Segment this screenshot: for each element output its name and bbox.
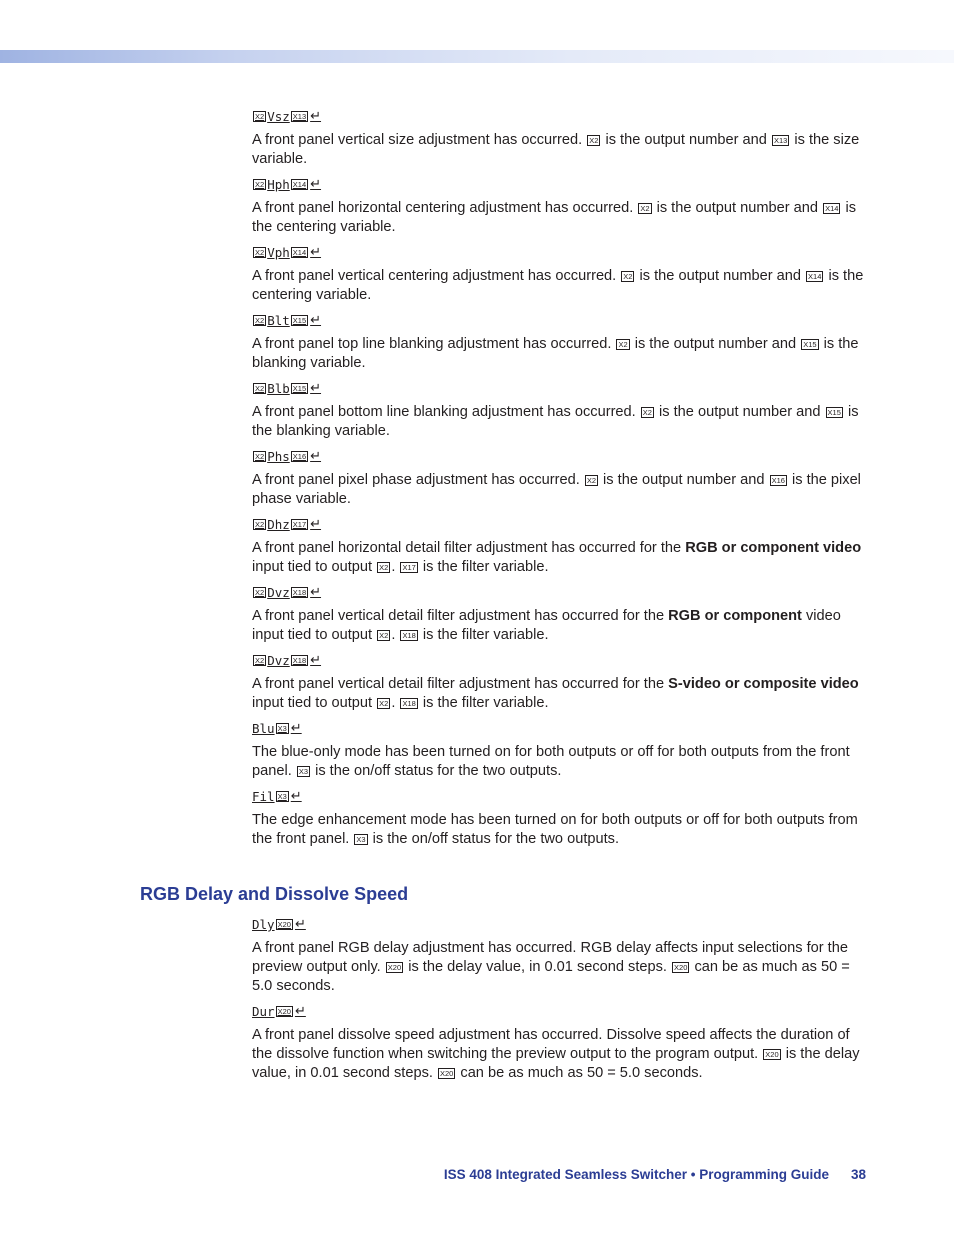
variable-box: X2 <box>255 248 265 257</box>
return-icon: ↵ <box>310 313 322 328</box>
command-response <box>252 720 872 737</box>
variable-box: X3 <box>298 767 309 776</box>
variable-box: X14 <box>825 204 839 213</box>
command-response <box>252 380 872 397</box>
command-code: Dvz <box>267 653 290 668</box>
variable-box: X2 <box>255 520 265 529</box>
response-list <box>252 108 872 849</box>
command-response <box>252 652 872 669</box>
command-code: Hph <box>267 177 290 192</box>
variable-box: X2 <box>255 588 265 597</box>
command-code: Dur <box>252 1004 275 1019</box>
command-response <box>252 448 872 465</box>
command-response <box>252 244 872 261</box>
variable-box: X18 <box>402 699 416 708</box>
description: A front panel vertical detail filter adjustment has occurred for the S-video or composite video input tied to output X2 . X18 is the filter variable. <box>252 676 859 711</box>
variable-box: X15 <box>803 340 817 349</box>
return-icon: ↵ <box>290 789 302 804</box>
command-response <box>252 176 872 193</box>
variable-box: X2 <box>255 384 265 393</box>
variable-box: X2 <box>589 136 599 145</box>
description: A front panel bottom line blanking adjustment has occurred. X2 is the output number and X15 is the blanking variable. <box>252 404 859 439</box>
variable-box: X2 <box>379 699 389 708</box>
command-code: Blt <box>267 313 290 328</box>
description: A front panel horizontal centering adjustment has occurred. X2 is the output number and X14 is the centering variable. <box>252 200 857 235</box>
variable-box: X13 <box>773 136 788 145</box>
return-icon: ↵ <box>310 109 322 124</box>
command-response <box>252 312 872 329</box>
variable-box: X2 <box>255 112 265 121</box>
variable-box: X2 <box>255 316 265 325</box>
variable-box: X20 <box>765 1050 779 1059</box>
return-icon: ↵ <box>294 1004 306 1019</box>
variable-box: X3 <box>277 792 287 801</box>
return-icon: ↵ <box>294 917 306 932</box>
command-response <box>252 516 872 533</box>
command-response <box>252 108 872 125</box>
command-response <box>252 788 872 805</box>
description: A front panel vertical detail filter adjustment has occurred for the RGB or component video input tied to output X2 . X18 is the filter variable. <box>252 608 841 643</box>
description: A front panel horizontal detail filter adjustment has occurred for the RGB or component video input tied to output X2 . X17 is the filter variable. <box>252 540 862 575</box>
variable-box: X2 <box>642 408 652 417</box>
return-icon: ↵ <box>310 449 322 464</box>
variable-box: X15 <box>292 316 307 325</box>
return-icon: ↵ <box>310 517 322 532</box>
description: A front panel pixel phase adjustment has occurred. X2 is the output number and X16 is the pixel phase variable. <box>252 472 861 507</box>
command-code: Dhz <box>267 517 290 532</box>
command-code: Fil <box>252 789 275 804</box>
return-icon: ↵ <box>310 585 322 600</box>
header-gradient-bar <box>0 50 954 63</box>
variable-box: X2 <box>379 631 389 640</box>
command-code: Vsz <box>267 109 290 124</box>
variable-box: X16 <box>771 476 785 485</box>
variable-box: X3 <box>356 835 366 844</box>
command-code: Blb <box>267 381 290 396</box>
variable-box: X2 <box>640 204 650 213</box>
variable-box: X15 <box>292 384 307 393</box>
variable-box: X17 <box>292 520 307 529</box>
variable-box: X2 <box>255 452 265 461</box>
description: The edge enhancement mode has been turned on for both outputs or off for both outputs from the front panel. X3 is the on/off status for the two outputs. <box>252 812 858 847</box>
description: The blue-only mode has been turned on for both outputs or off for both outputs from the front panel. X3 is the on/off status for the two outputs. <box>252 744 850 779</box>
variable-box: X20 <box>277 920 291 929</box>
command-response <box>252 584 872 601</box>
variable-box: X17 <box>402 563 416 572</box>
variable-box: X14 <box>292 180 307 189</box>
description: A front panel dissolve speed adjustment has occurred. Dissolve speed affects the duration of the dissolve function when switching the preview output to the program output. X20 is the delay value, in 0.01 second steps. X20 can be as much as 50 = 5.0 seconds. <box>252 1027 860 1081</box>
return-icon: ↵ <box>310 245 322 260</box>
command-code: Vph <box>267 245 290 260</box>
variable-box: X14 <box>292 248 307 257</box>
variable-box: X18 <box>292 656 307 665</box>
variable-box: X20 <box>277 1007 291 1016</box>
variable-box: X15 <box>827 408 841 417</box>
variable-box: X3 <box>277 724 287 733</box>
return-icon: ↵ <box>310 177 322 192</box>
variable-box: X20 <box>387 963 402 972</box>
command-code: Phs <box>267 449 290 464</box>
page-number: 38 <box>850 1167 866 1182</box>
variable-box: X2 <box>379 563 389 572</box>
variable-box: X2 <box>623 272 633 281</box>
variable-box: X20 <box>674 963 688 972</box>
page-footer <box>0 1167 866 1182</box>
variable-box: X2 <box>586 476 596 485</box>
section-heading: RGB Delay and Dissolve Speed <box>140 884 409 904</box>
return-icon: ↵ <box>310 653 322 668</box>
variable-box: X14 <box>808 272 822 281</box>
description: A front panel RGB delay adjustment has occurred. RGB delay affects input selections for the preview output only. X20 is the delay value, in 0.01 second steps. X20 can be as much as 50 = 5.0 seconds. <box>252 940 850 994</box>
command-code: Dly <box>252 917 275 932</box>
variable-box: X2 <box>255 180 265 189</box>
variable-box: X18 <box>292 588 307 597</box>
command-code: Dvz <box>267 585 290 600</box>
command-response <box>252 1003 872 1020</box>
variable-box: X2 <box>618 340 628 349</box>
return-icon: ↵ <box>290 721 302 736</box>
command-response <box>252 916 872 933</box>
footer-title: ISS 408 Integrated Seamless Switcher • Programming Guide <box>443 1167 829 1182</box>
description: A front panel vertical centering adjustment has occurred. X2 is the output number and X14 is the centering variable. <box>252 268 864 303</box>
return-icon: ↵ <box>310 381 322 396</box>
description: A front panel top line blanking adjustment has occurred. X2 is the output number and X15 is the blanking variable. <box>252 336 859 371</box>
variable-box: X13 <box>292 112 307 121</box>
variable-box: X2 <box>255 656 265 665</box>
variable-box: X18 <box>402 631 416 640</box>
variable-box: X20 <box>439 1069 454 1078</box>
variable-box: X16 <box>292 452 307 461</box>
section-response-list <box>252 916 872 1083</box>
description: A front panel vertical size adjustment has occurred. X2 is the output number and X13 is the size variable. <box>252 132 860 167</box>
command-code: Blu <box>252 721 275 736</box>
